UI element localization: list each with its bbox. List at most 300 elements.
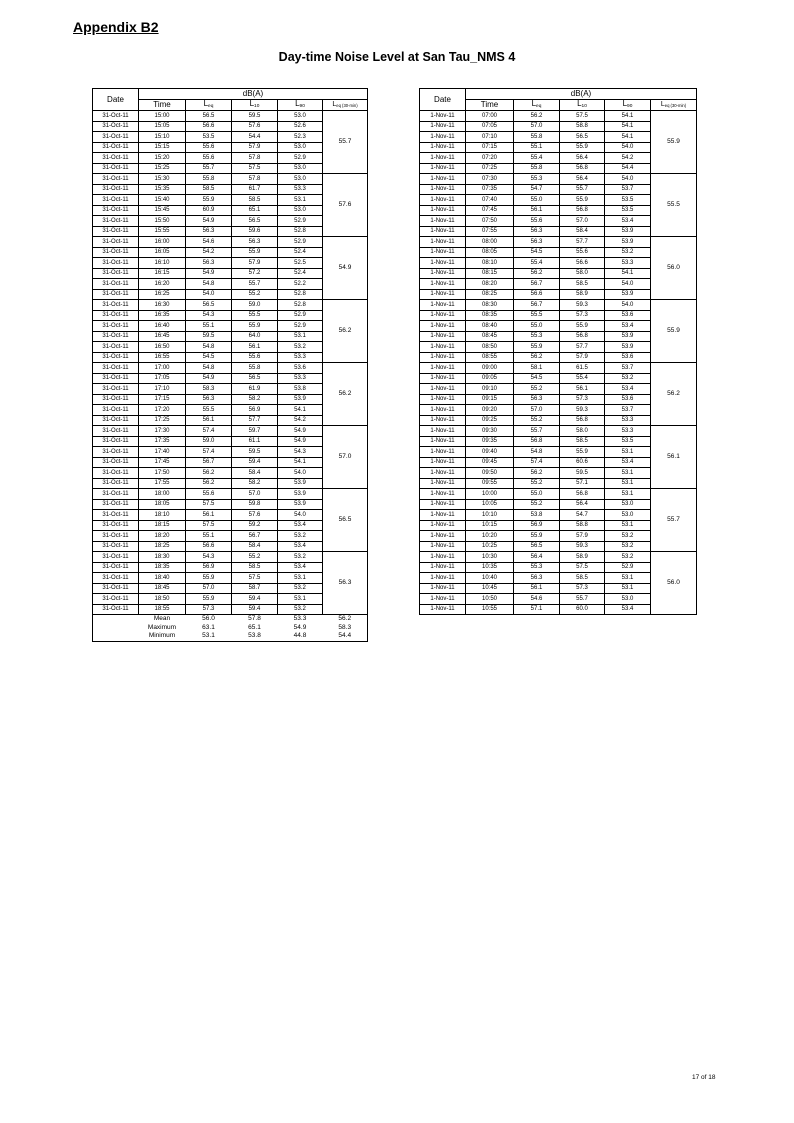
- l90-cell: 54.1: [605, 268, 651, 279]
- date-cell: 1-Nov-11: [420, 531, 466, 542]
- time-cell: 08:35: [466, 310, 514, 321]
- date-cell: 1-Nov-11: [420, 111, 466, 122]
- time-cell: 17:40: [139, 447, 186, 458]
- time-cell: 16:00: [139, 237, 186, 248]
- date-cell: 31-Oct-11: [93, 300, 139, 311]
- l90-cell: 52.3: [278, 132, 323, 143]
- time-header: Time: [466, 100, 514, 111]
- l90-cell: 53.1: [605, 478, 651, 489]
- time-cell: 16:50: [139, 342, 186, 353]
- table-row: [93, 426, 368, 437]
- leq30-cell: 56.3: [323, 552, 368, 615]
- date-cell: 31-Oct-11: [93, 594, 139, 605]
- date-cell: 31-Oct-11: [93, 373, 139, 384]
- time-cell: 16:35: [139, 310, 186, 321]
- time-cell: 18:40: [139, 573, 186, 584]
- date-cell: 31-Oct-11: [93, 583, 139, 594]
- l90-header-sub: 90: [299, 104, 305, 110]
- l90-cell: 53.2: [605, 541, 651, 552]
- leq-header: [186, 100, 232, 111]
- leq-cell: 54.5: [186, 352, 232, 363]
- leq-cell: 54.8: [186, 342, 232, 353]
- leq-cell: 55.6: [186, 153, 232, 164]
- leq-cell: 57.4: [186, 426, 232, 437]
- summary-row: [93, 624, 368, 633]
- date-cell: 1-Nov-11: [420, 142, 466, 153]
- l90-cell: 53.2: [605, 552, 651, 563]
- date-cell: 31-Oct-11: [93, 468, 139, 479]
- date-cell: 31-Oct-11: [93, 247, 139, 258]
- leq-cell: 54.9: [186, 268, 232, 279]
- date-cell: 31-Oct-11: [93, 604, 139, 615]
- l10-cell: 58.7: [232, 583, 278, 594]
- leq-cell: 55.6: [186, 142, 232, 153]
- date-cell: 31-Oct-11: [93, 384, 139, 395]
- leq-cell: 56.3: [186, 258, 232, 269]
- l10-cell: 55.9: [560, 195, 605, 206]
- l90-cell: 53.1: [605, 468, 651, 479]
- table-row: [420, 552, 697, 563]
- l10-header-main: L: [577, 99, 582, 109]
- leq-cell: 56.2: [514, 111, 560, 122]
- l10-cell: 55.6: [232, 352, 278, 363]
- l90-cell: 52.8: [278, 289, 323, 300]
- summary-l90: 54.9: [293, 623, 307, 631]
- time-cell: 08:55: [466, 352, 514, 363]
- l90-cell: 52.9: [605, 562, 651, 573]
- l90-cell: 53.9: [278, 499, 323, 510]
- l90-cell: 52.4: [278, 268, 323, 279]
- l10-cell: 58.5: [560, 436, 605, 447]
- l90-cell: 54.0: [605, 279, 651, 290]
- date-cell: 1-Nov-11: [420, 384, 466, 395]
- l90-cell: 53.0: [278, 163, 323, 174]
- time-cell: 08:50: [466, 342, 514, 353]
- time-cell: 10:35: [466, 562, 514, 573]
- l90-cell: 52.2: [278, 279, 323, 290]
- l10-cell: 58.5: [560, 573, 605, 584]
- time-cell: 07:05: [466, 121, 514, 132]
- leq-cell: 57.1: [514, 604, 560, 615]
- time-cell: 10:20: [466, 531, 514, 542]
- date-header: Date: [420, 89, 466, 111]
- l10-cell: 57.5: [232, 573, 278, 584]
- leq30-header-sub: eq (30-min): [664, 103, 687, 109]
- leq-cell: 58.5: [186, 184, 232, 195]
- leq30-cell: 56.5: [323, 489, 368, 552]
- leq-cell: 56.2: [514, 468, 560, 479]
- date-cell: 1-Nov-11: [420, 415, 466, 426]
- leq-cell: 57.4: [186, 447, 232, 458]
- leq-header-main: L: [203, 99, 209, 109]
- date-cell: 31-Oct-11: [93, 321, 139, 332]
- date-cell: 31-Oct-11: [93, 436, 139, 447]
- l90-cell: 52.9: [278, 237, 323, 248]
- l10-header-sub: 10: [254, 104, 260, 110]
- time-cell: 16:45: [139, 331, 186, 342]
- leq-cell: 55.2: [514, 478, 560, 489]
- l10-cell: 59.3: [560, 300, 605, 311]
- l10-cell: 59.5: [232, 111, 278, 122]
- l90-cell: 53.9: [278, 394, 323, 405]
- l90-cell: 52.9: [278, 153, 323, 164]
- l90-cell: 53.6: [605, 352, 651, 363]
- date-cell: 31-Oct-11: [93, 132, 139, 143]
- date-cell: 1-Nov-11: [420, 573, 466, 584]
- l10-cell: 57.3: [560, 583, 605, 594]
- l10-cell: 59.2: [232, 520, 278, 531]
- time-cell: 15:25: [139, 163, 186, 174]
- summary-l90: 53.3: [293, 615, 307, 622]
- l90-cell: 54.1: [605, 132, 651, 143]
- l10-cell: 57.7: [560, 342, 605, 353]
- time-cell: 16:30: [139, 300, 186, 311]
- leq-cell: 58.3: [186, 384, 232, 395]
- date-cell: 1-Nov-11: [420, 363, 466, 374]
- time-cell: 09:30: [466, 426, 514, 437]
- leq-cell: 56.2: [186, 468, 232, 479]
- l10-cell: 56.8: [560, 489, 605, 500]
- leq30-header: [651, 100, 697, 111]
- l90-cell: 53.4: [605, 604, 651, 615]
- leq-header: [514, 100, 560, 111]
- l10-cell: 55.2: [232, 552, 278, 563]
- table-body: [420, 111, 697, 615]
- date-cell: 1-Nov-11: [420, 184, 466, 195]
- leq30-cell: 54.9: [323, 237, 368, 300]
- date-cell: 1-Nov-11: [420, 310, 466, 321]
- l10-cell: 57.5: [232, 163, 278, 174]
- summary-label: Mean: [153, 615, 171, 622]
- date-cell: 31-Oct-11: [93, 226, 139, 237]
- leq-cell: 54.6: [514, 594, 560, 605]
- date-cell: 1-Nov-11: [420, 216, 466, 227]
- time-cell: 15:30: [139, 174, 186, 185]
- date-cell: 1-Nov-11: [420, 331, 466, 342]
- l10-cell: 56.4: [560, 153, 605, 164]
- summary-l10: 65.1: [248, 623, 261, 631]
- date-cell: 1-Nov-11: [420, 499, 466, 510]
- date-cell: 1-Nov-11: [420, 426, 466, 437]
- l10-cell: 56.9: [232, 405, 278, 416]
- leq-cell: 54.8: [186, 363, 232, 374]
- date-cell: 31-Oct-11: [93, 289, 139, 300]
- time-cell: 15:15: [139, 142, 186, 153]
- time-cell: 18:15: [139, 520, 186, 531]
- date-cell: 31-Oct-11: [93, 237, 139, 248]
- date-cell: 1-Nov-11: [420, 604, 466, 615]
- date-cell: 1-Nov-11: [420, 237, 466, 248]
- time-cell: 18:45: [139, 583, 186, 594]
- date-cell: 1-Nov-11: [420, 279, 466, 290]
- time-cell: 09:40: [466, 447, 514, 458]
- l10-cell: 59.3: [560, 541, 605, 552]
- leq-cell: 54.8: [514, 447, 560, 458]
- leq-cell: 56.2: [514, 268, 560, 279]
- leq30-cell: 56.1: [651, 426, 697, 489]
- summary-rows: [93, 615, 368, 642]
- l10-cell: 61.7: [232, 184, 278, 195]
- l90-cell: 52.6: [278, 121, 323, 132]
- leq-cell: 54.3: [186, 310, 232, 321]
- time-cell: 09:20: [466, 405, 514, 416]
- l90-cell: 53.0: [278, 142, 323, 153]
- leq-cell: 56.2: [514, 352, 560, 363]
- l90-cell: 53.5: [605, 436, 651, 447]
- leq-cell: 56.3: [514, 573, 560, 584]
- time-cell: 08:05: [466, 247, 514, 258]
- leq-cell: 56.6: [186, 121, 232, 132]
- leq-cell: 56.6: [514, 289, 560, 300]
- time-cell: 07:10: [466, 132, 514, 143]
- date-cell: 31-Oct-11: [93, 258, 139, 269]
- table-row: [93, 489, 368, 500]
- l90-cell: 54.0: [605, 174, 651, 185]
- table-row: [93, 552, 368, 563]
- time-cell: 07:20: [466, 153, 514, 164]
- l10-cell: 58.8: [560, 121, 605, 132]
- l10-cell: 56.1: [560, 384, 605, 395]
- table-row: [420, 489, 697, 500]
- time-cell: 10:15: [466, 520, 514, 531]
- leq-header-main: L: [531, 99, 537, 109]
- l90-cell: 53.1: [605, 520, 651, 531]
- time-cell: 17:05: [139, 373, 186, 384]
- l90-cell: 53.0: [278, 205, 323, 216]
- l90-cell: 53.0: [605, 510, 651, 521]
- l90-cell: 53.3: [278, 352, 323, 363]
- l90-cell: 54.3: [278, 447, 323, 458]
- date-cell: 1-Nov-11: [420, 163, 466, 174]
- l10-cell: 55.8: [232, 363, 278, 374]
- leq-cell: 55.3: [514, 562, 560, 573]
- date-cell: 31-Oct-11: [93, 426, 139, 437]
- leq30-cell: 55.7: [651, 489, 697, 552]
- time-cell: 10:55: [466, 604, 514, 615]
- time-cell: 18:05: [139, 499, 186, 510]
- date-cell: 31-Oct-11: [93, 520, 139, 531]
- l10-header: [232, 100, 278, 111]
- summary-spacer: [93, 632, 139, 641]
- l10-cell: 61.5: [560, 363, 605, 374]
- leq-cell: 56.3: [186, 394, 232, 405]
- table-row: [420, 426, 697, 437]
- l90-cell: 54.1: [278, 405, 323, 416]
- date-cell: 31-Oct-11: [93, 457, 139, 468]
- page-title: Day-time Noise Level at San Tau_NMS 4: [278, 50, 516, 64]
- l10-cell: 59.8: [232, 499, 278, 510]
- l90-cell: 53.7: [605, 405, 651, 416]
- date-cell: 31-Oct-11: [93, 573, 139, 584]
- l90-cell: 53.3: [278, 184, 323, 195]
- l90-cell: 53.1: [605, 447, 651, 458]
- l10-cell: 56.8: [560, 415, 605, 426]
- l90-cell: 53.5: [605, 205, 651, 216]
- time-cell: 10:30: [466, 552, 514, 563]
- date-cell: 1-Nov-11: [420, 205, 466, 216]
- time-cell: 10:10: [466, 510, 514, 521]
- l90-cell: 53.0: [278, 174, 323, 185]
- l10-cell: 59.7: [232, 426, 278, 437]
- time-cell: 17:30: [139, 426, 186, 437]
- date-cell: 1-Nov-11: [420, 489, 466, 500]
- leq-cell: 53.8: [514, 510, 560, 521]
- time-cell: 15:10: [139, 132, 186, 143]
- l90-cell: 53.9: [605, 331, 651, 342]
- l10-cell: 56.8: [560, 163, 605, 174]
- date-cell: 1-Nov-11: [420, 457, 466, 468]
- l90-cell: 53.7: [605, 184, 651, 195]
- l10-cell: 58.0: [560, 426, 605, 437]
- l10-cell: 65.1: [232, 205, 278, 216]
- table-row: [93, 300, 368, 311]
- date-cell: 31-Oct-11: [93, 405, 139, 416]
- date-cell: 1-Nov-11: [420, 300, 466, 311]
- time-cell: 17:35: [139, 436, 186, 447]
- time-cell: 08:40: [466, 321, 514, 332]
- time-cell: 16:15: [139, 268, 186, 279]
- l90-cell: 53.2: [605, 373, 651, 384]
- date-cell: 1-Nov-11: [420, 289, 466, 300]
- date-cell: 1-Nov-11: [420, 552, 466, 563]
- l90-cell: 53.4: [605, 321, 651, 332]
- date-cell: 31-Oct-11: [93, 562, 139, 573]
- l90-cell: 53.1: [278, 573, 323, 584]
- table-row: [93, 237, 368, 248]
- table-row: [420, 363, 697, 374]
- time-cell: 09:35: [466, 436, 514, 447]
- time-cell: 17:45: [139, 457, 186, 468]
- leq-cell: 57.5: [186, 499, 232, 510]
- l90-cell: 53.0: [278, 111, 323, 122]
- l90-cell: 53.6: [278, 363, 323, 374]
- date-cell: 1-Nov-11: [420, 510, 466, 521]
- leq-cell: 55.3: [514, 331, 560, 342]
- l90-cell: 53.9: [605, 237, 651, 248]
- l10-cell: 64.0: [232, 331, 278, 342]
- time-cell: 10:00: [466, 489, 514, 500]
- date-cell: 31-Oct-11: [93, 279, 139, 290]
- l10-cell: 55.9: [560, 142, 605, 153]
- l90-cell: 53.9: [278, 489, 323, 500]
- date-cell: 1-Nov-11: [420, 478, 466, 489]
- table-body: [93, 111, 368, 615]
- date-cell: 1-Nov-11: [420, 520, 466, 531]
- date-cell: 1-Nov-11: [420, 468, 466, 479]
- l90-cell: 53.4: [605, 384, 651, 395]
- leq-cell: 56.3: [186, 226, 232, 237]
- table-row: [93, 363, 368, 374]
- l10-cell: 54.4: [232, 132, 278, 143]
- l10-cell: 55.9: [232, 247, 278, 258]
- table-row: [420, 237, 697, 248]
- leq-cell: 55.9: [514, 342, 560, 353]
- l10-cell: 58.4: [232, 541, 278, 552]
- date-cell: 1-Nov-11: [420, 583, 466, 594]
- time-cell: 17:25: [139, 415, 186, 426]
- time-cell: 07:50: [466, 216, 514, 227]
- date-cell: 31-Oct-11: [93, 447, 139, 458]
- date-cell: 31-Oct-11: [93, 510, 139, 521]
- date-cell: 1-Nov-11: [420, 153, 466, 164]
- l10-cell: 61.1: [232, 436, 278, 447]
- summary-leq: 63.1: [202, 623, 215, 631]
- l10-cell: 57.1: [560, 478, 605, 489]
- l90-cell: 54.1: [278, 457, 323, 468]
- l90-cell: 53.9: [605, 289, 651, 300]
- date-cell: 1-Nov-11: [420, 562, 466, 573]
- leq-cell: 55.9: [186, 573, 232, 584]
- time-cell: 09:10: [466, 384, 514, 395]
- time-cell: 18:00: [139, 489, 186, 500]
- leq-cell: 56.6: [186, 541, 232, 552]
- l90-cell: 53.9: [605, 226, 651, 237]
- date-cell: 1-Nov-11: [420, 352, 466, 363]
- l10-cell: 57.9: [232, 142, 278, 153]
- l90-cell: 52.9: [278, 321, 323, 332]
- time-cell: 10:40: [466, 573, 514, 584]
- time-cell: 15:45: [139, 205, 186, 216]
- time-cell: 07:15: [466, 142, 514, 153]
- leq-cell: 54.3: [186, 552, 232, 563]
- date-cell: 1-Nov-11: [420, 394, 466, 405]
- l90-cell: 53.7: [605, 363, 651, 374]
- time-cell: 09:15: [466, 394, 514, 405]
- l10-cell: 57.3: [560, 394, 605, 405]
- leq-cell: 53.5: [186, 132, 232, 143]
- time-cell: 18:50: [139, 594, 186, 605]
- date-cell: 31-Oct-11: [93, 552, 139, 563]
- leq-cell: 55.8: [514, 163, 560, 174]
- l10-cell: 59.4: [232, 604, 278, 615]
- l90-cell: 54.0: [278, 468, 323, 479]
- l90-cell: 53.4: [278, 520, 323, 531]
- time-cell: 08:25: [466, 289, 514, 300]
- l10-cell: 56.6: [560, 258, 605, 269]
- leq-header-sub: eq: [208, 104, 214, 110]
- l10-cell: 57.0: [560, 216, 605, 227]
- l90-header-main: L: [622, 99, 628, 109]
- leq-cell: 55.4: [514, 258, 560, 269]
- l90-cell: 52.9: [278, 216, 323, 227]
- leq-cell: 56.7: [514, 279, 560, 290]
- date-cell: 31-Oct-11: [93, 331, 139, 342]
- l90-cell: 53.4: [278, 562, 323, 573]
- table-row: [420, 111, 697, 122]
- time-cell: 15:20: [139, 153, 186, 164]
- l10-cell: 57.9: [560, 352, 605, 363]
- summary-label: Maximum: [147, 623, 177, 631]
- time-cell: 07:45: [466, 205, 514, 216]
- leq-cell: 57.4: [514, 457, 560, 468]
- time-cell: 18:10: [139, 510, 186, 521]
- date-cell: 31-Oct-11: [93, 499, 139, 510]
- date-header: Date: [93, 89, 139, 111]
- time-cell: 10:25: [466, 541, 514, 552]
- time-cell: 08:45: [466, 331, 514, 342]
- l10-cell: 59.4: [232, 457, 278, 468]
- date-cell: 1-Nov-11: [420, 258, 466, 269]
- l10-cell: 55.7: [560, 594, 605, 605]
- l10-cell: 55.2: [232, 289, 278, 300]
- l90-cell: 53.1: [605, 583, 651, 594]
- l90-cell: 53.9: [278, 478, 323, 489]
- time-cell: 18:55: [139, 604, 186, 615]
- l90-cell: 52.4: [278, 247, 323, 258]
- time-cell: 09:45: [466, 457, 514, 468]
- date-cell: 31-Oct-11: [93, 216, 139, 227]
- l90-cell: 53.2: [278, 604, 323, 615]
